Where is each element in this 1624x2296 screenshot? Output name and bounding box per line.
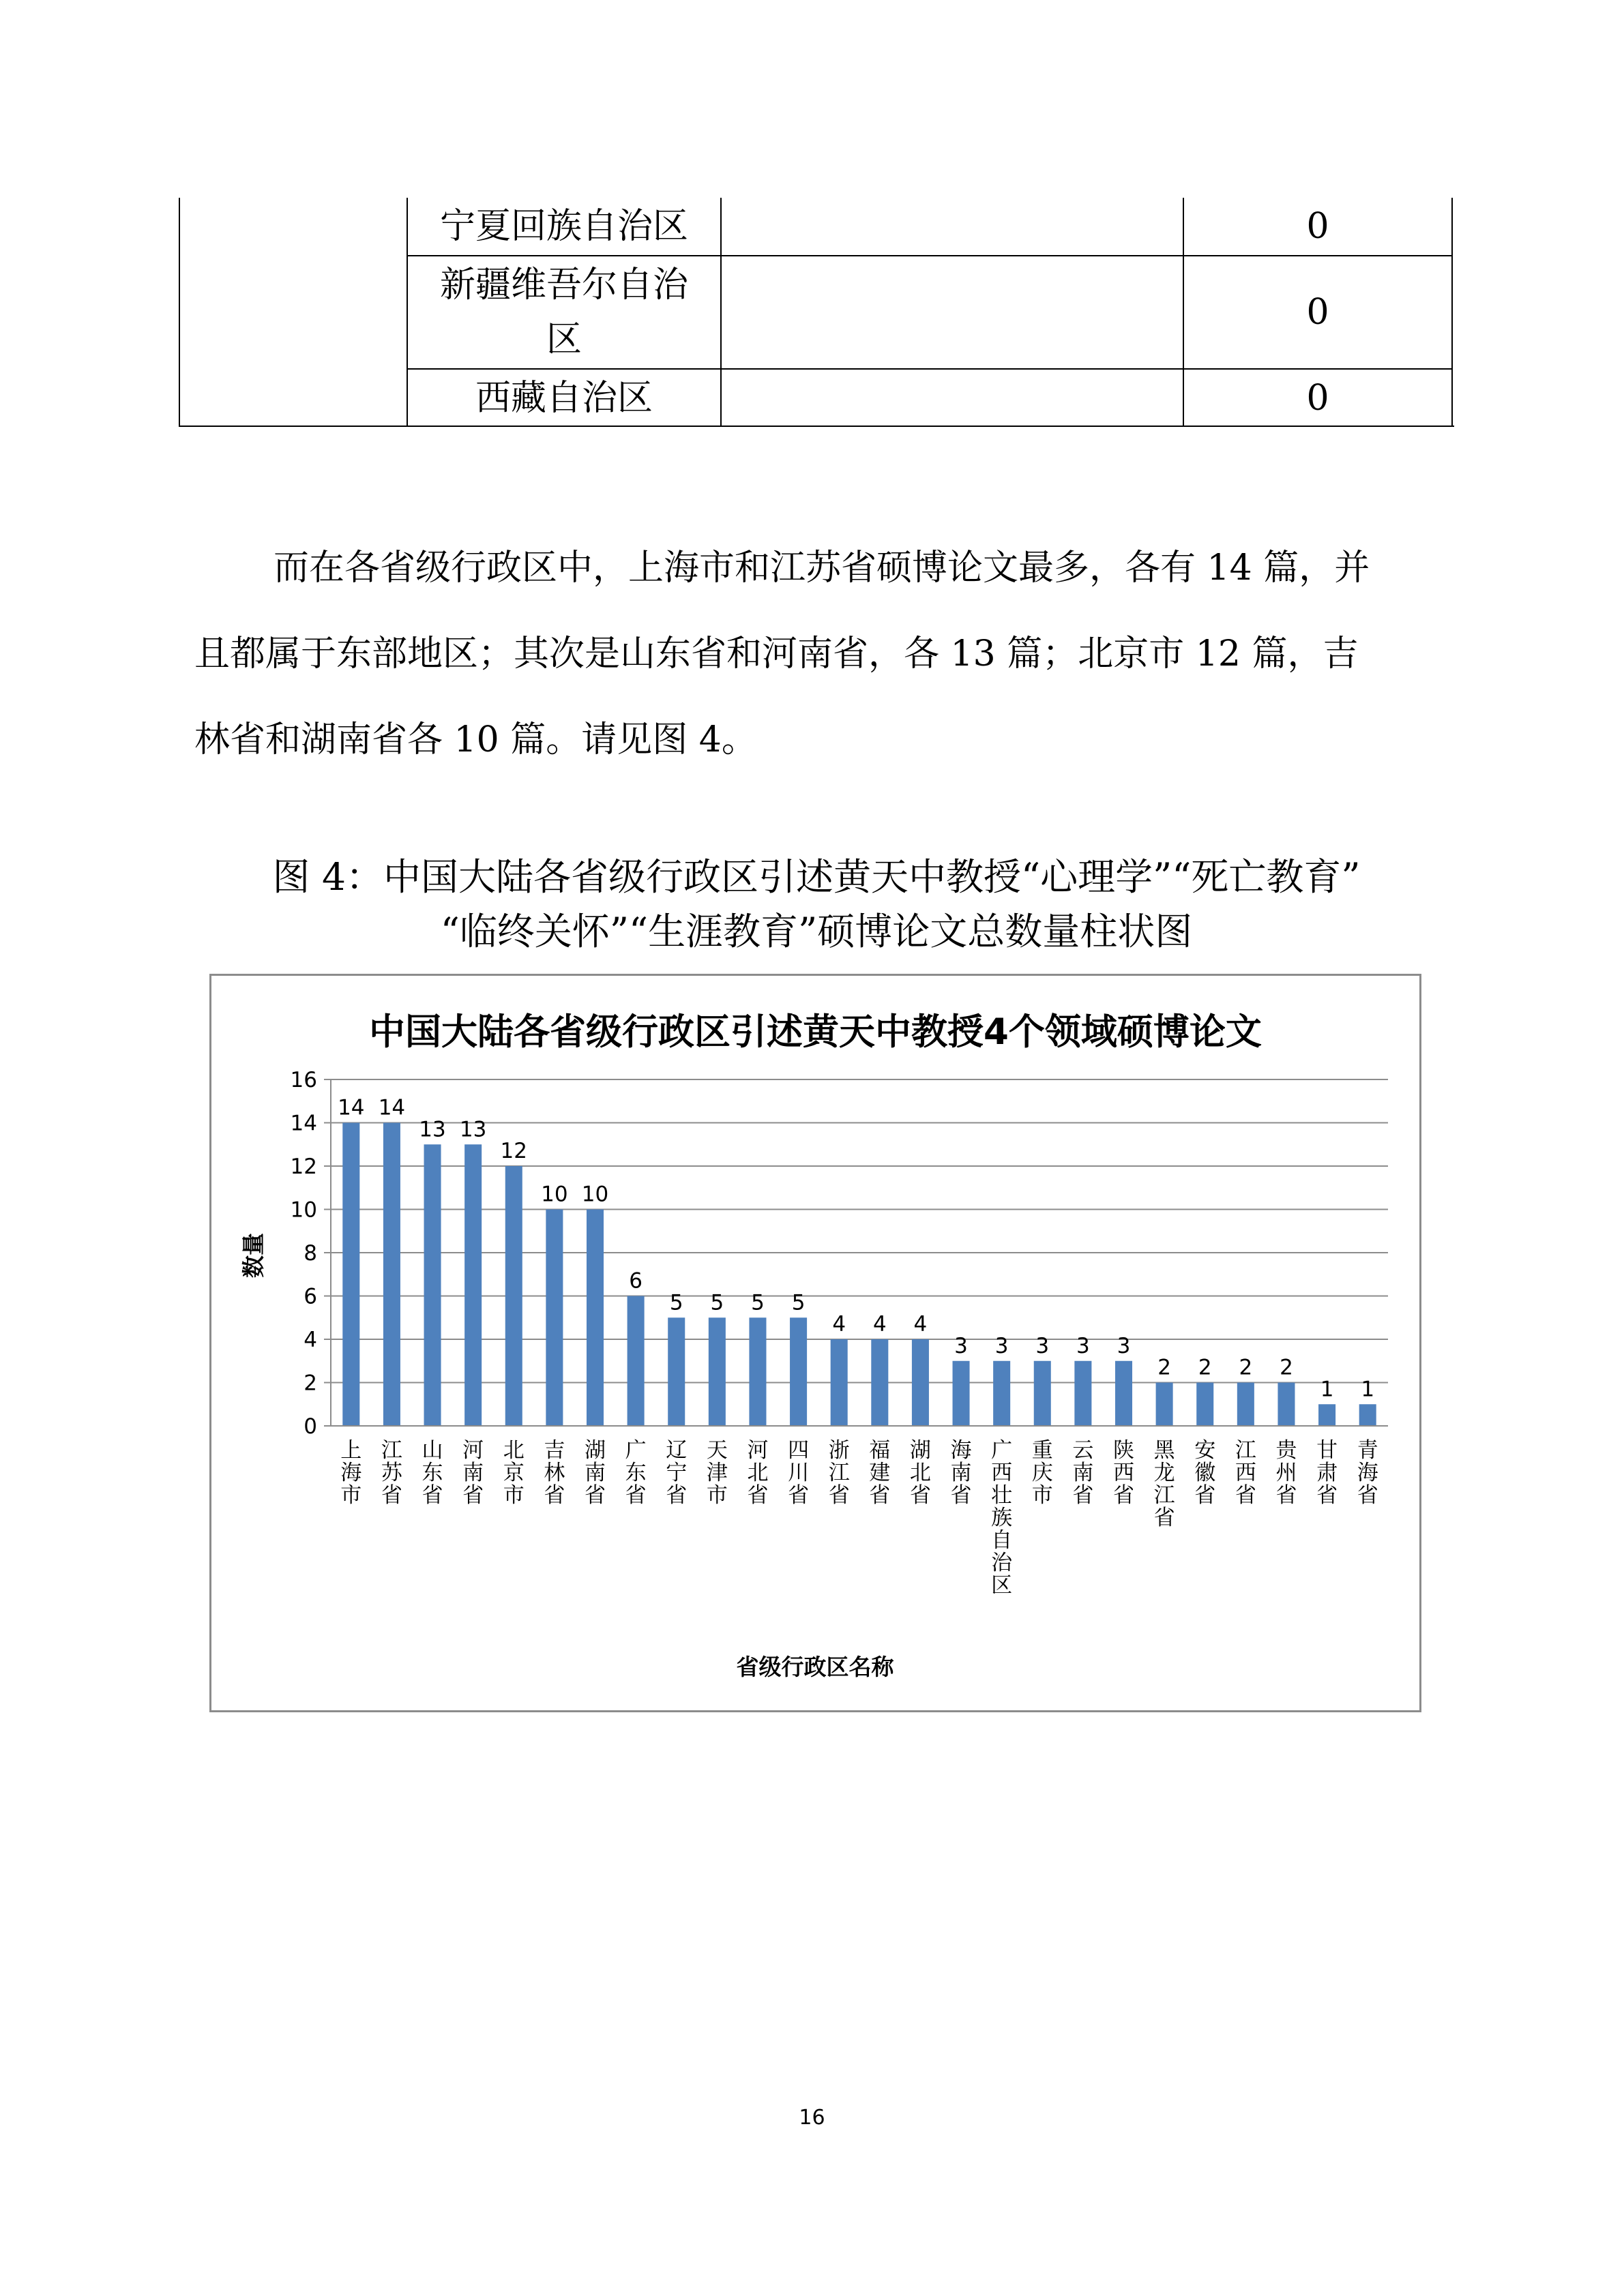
data-label: 14 <box>378 1095 406 1120</box>
bar <box>1318 1404 1335 1426</box>
table-cell-count: 0 <box>1306 206 1329 247</box>
data-label: 2 <box>1198 1355 1212 1380</box>
figure-caption <box>179 850 1454 959</box>
x-tick-label: 安徽省 <box>1194 1438 1216 1508</box>
figure-caption-line: 图 4：中国大陆各省级行政区引述黄天中教授“心理学”“死亡教育” <box>272 855 1361 899</box>
y-tick-label: 14 <box>290 1111 317 1136</box>
page-number: 16 <box>799 2106 825 2130</box>
x-tick-label: 天津市 <box>706 1438 728 1508</box>
x-tick-label: 广西壮族自治区 <box>991 1438 1013 1598</box>
data-label: 5 <box>751 1290 765 1315</box>
bar <box>1074 1361 1091 1426</box>
bar <box>464 1144 482 1426</box>
x-tick-label: 海南省 <box>950 1438 972 1508</box>
bar <box>505 1166 522 1426</box>
data-label: 4 <box>913 1312 928 1337</box>
y-tick-label: 6 <box>304 1284 317 1309</box>
table-cell-count: 0 <box>1306 378 1329 419</box>
bar <box>383 1123 400 1427</box>
chart-title: 中国大陆各省级行政区引述黄天中教授4个领域硕博论文 <box>369 1011 1262 1053</box>
bar-chart <box>209 974 1421 1712</box>
table-border-left <box>179 198 180 426</box>
x-tick-label: 甘肃省 <box>1316 1438 1338 1508</box>
data-label: 1 <box>1320 1377 1334 1402</box>
bar <box>709 1317 726 1426</box>
x-axis-label: 省级行政区名称 <box>736 1654 894 1680</box>
bar <box>1115 1361 1132 1426</box>
chart-plot <box>211 976 1419 1710</box>
x-tick-label: 北京市 <box>503 1438 525 1508</box>
x-tick-label: 广东省 <box>625 1438 647 1508</box>
bar <box>871 1339 888 1426</box>
x-tick-label: 河北省 <box>747 1438 769 1508</box>
province-table <box>179 198 1454 427</box>
data-label: 14 <box>338 1095 365 1120</box>
x-tick-label: 福建省 <box>869 1438 891 1508</box>
data-label: 3 <box>994 1333 1009 1358</box>
data-label: 5 <box>669 1290 683 1315</box>
data-label: 3 <box>954 1333 968 1358</box>
table-border-right <box>1451 198 1453 426</box>
bar <box>749 1317 766 1426</box>
figure-caption-line: “临终关怀”“生涯教育”硕博论文总数量柱状图 <box>440 910 1193 953</box>
body-paragraph <box>194 525 1439 783</box>
x-tick-label: 贵州省 <box>1275 1438 1297 1508</box>
y-tick-label: 16 <box>290 1068 317 1092</box>
x-tick-label: 重庆市 <box>1031 1438 1053 1508</box>
bar <box>424 1144 441 1426</box>
x-tick-label: 江苏省 <box>381 1438 402 1508</box>
y-tick-label: 0 <box>304 1414 317 1439</box>
table-cell-region <box>408 256 720 368</box>
data-label: 5 <box>710 1290 724 1315</box>
bar <box>790 1317 807 1426</box>
data-label: 3 <box>1035 1333 1050 1358</box>
x-tick-label: 上海市 <box>340 1438 362 1508</box>
x-tick-label: 河南省 <box>462 1438 484 1508</box>
table-cell-count: 0 <box>1306 292 1329 333</box>
x-tick-label: 黑龙江省 <box>1153 1438 1175 1530</box>
x-tick-label: 江西省 <box>1235 1438 1256 1508</box>
bar <box>1196 1383 1213 1427</box>
table-cell-region-line: 新疆维吾尔自治 <box>439 265 688 305</box>
y-tick-label: 8 <box>304 1241 317 1266</box>
y-tick-label: 2 <box>304 1371 317 1396</box>
x-tick-label: 云南省 <box>1072 1438 1094 1508</box>
bar <box>628 1296 645 1427</box>
data-label: 3 <box>1117 1333 1131 1358</box>
data-label: 3 <box>1076 1333 1090 1358</box>
data-label: 2 <box>1157 1355 1171 1380</box>
bar <box>831 1339 848 1426</box>
bar <box>912 1339 929 1426</box>
x-tick-label: 吉林省 <box>544 1438 565 1508</box>
bar <box>342 1123 359 1427</box>
paragraph-line: 而在各省级行政区中，上海市和江苏省硕博论文最多，各有 14 篇，并 <box>274 548 1370 588</box>
data-label: 1 <box>1361 1377 1375 1402</box>
bar <box>1034 1361 1051 1426</box>
x-tick-label: 山东省 <box>422 1438 443 1508</box>
y-axis-label: 数量 <box>240 1233 267 1278</box>
data-label: 2 <box>1280 1355 1293 1380</box>
bar <box>1156 1383 1173 1427</box>
y-tick-label: 4 <box>304 1328 317 1352</box>
table-divider <box>720 198 722 426</box>
bar <box>993 1361 1010 1426</box>
x-tick-label: 辽宁省 <box>666 1438 688 1508</box>
table-cell-region: 宁夏回族自治区 <box>439 206 688 247</box>
bar <box>587 1210 604 1427</box>
x-tick-label: 湖南省 <box>585 1438 606 1508</box>
bar <box>546 1210 563 1427</box>
data-label: 10 <box>541 1182 568 1207</box>
paragraph-line: 且都属于东部地区；其次是山东省和河南省，各 13 篇；北京市 12 篇，吉 <box>194 633 1359 674</box>
x-tick-label: 陕西省 <box>1113 1438 1134 1508</box>
x-tick-label: 四川省 <box>788 1438 810 1508</box>
y-tick-label: 12 <box>290 1154 317 1179</box>
x-tick-label: 湖北省 <box>909 1438 931 1508</box>
data-label: 5 <box>791 1290 806 1315</box>
data-label: 6 <box>629 1268 643 1294</box>
data-label: 10 <box>581 1182 609 1207</box>
y-tick-label: 10 <box>290 1197 317 1223</box>
data-label: 2 <box>1239 1355 1253 1380</box>
data-label: 4 <box>872 1312 887 1337</box>
bar <box>1359 1404 1376 1426</box>
bar <box>953 1361 970 1426</box>
data-label: 13 <box>459 1117 487 1142</box>
table-cell-region-line: 区 <box>546 319 582 360</box>
bar <box>1278 1383 1295 1427</box>
data-label: 12 <box>500 1139 527 1163</box>
paragraph-line: 林省和湖南省各 10 篇。请见图 4。 <box>194 719 757 760</box>
x-tick-label: 浙江省 <box>828 1438 850 1508</box>
bar <box>1237 1383 1254 1427</box>
x-tick-label: 青海省 <box>1357 1438 1378 1508</box>
data-label: 13 <box>419 1117 446 1142</box>
table-cell-region: 西藏自治区 <box>475 378 653 419</box>
bar <box>668 1317 685 1426</box>
data-label: 4 <box>832 1312 846 1337</box>
